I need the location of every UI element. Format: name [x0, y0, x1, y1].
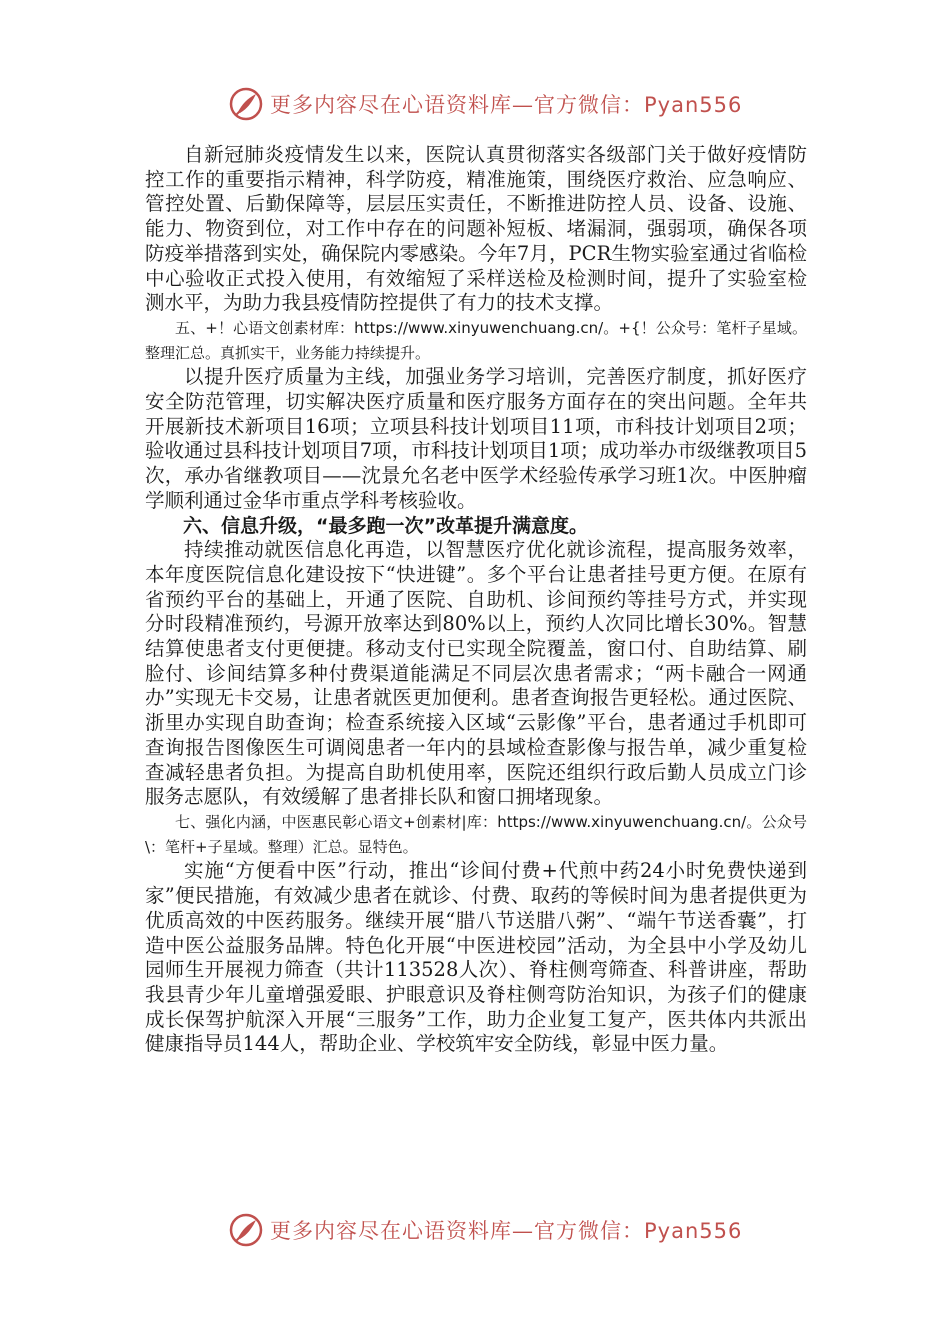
feather-logo-icon	[228, 86, 264, 122]
feather-logo-icon	[228, 1212, 264, 1248]
wechat-id: Pyan556	[644, 1219, 743, 1243]
banner-text: 更多内容尽在心语资料库—官方微信：Pyan556	[270, 1219, 743, 1243]
paragraph-epidemic: 自新冠肺炎疫情发生以来，医院认真贯彻落实各级部门关于做好疫情防控工作的重要指示精神，科学防疫，精准施策，围绕医疗救治、应急响应、管控处置、后勤保障等，层层压实责任，不断推进防控人员、设备、设施、能力、物资到位，对工作中存在的问题补短板、堵漏洞，强弱项，确保各项防疫举措落到实处，确保院内零感染。今年7月，PCR生物实验室通过省临检中心验收正式投入使用，有效缩短了采样送检及检测时间，提升了实验室检测水平，为助力我县疫情防控提供了有力的技术支撑。	[145, 143, 807, 315]
banner-text: 更多内容尽在心语资料库—官方微信：Pyan556	[270, 93, 743, 117]
paragraph-tcm-services: 实施“方便看中医”行动，推出“诊间付费+代煎中药24小时免费快递到家”便民措施，有效减少患者在就诊、付费、取药的等候时间为患者提供更为优质高效的中医药服务。继续开展“腊八节送腊八粥”、“端午节送香囊”，打造中医公益服务品牌。特色化开展“中医进校园”活动，为全县中小学及幼儿园师生开展视力筛查（共计113528人次）、脊柱侧弯筛查、科普讲座，帮助我县青少年儿童增强爱眼、护眼意识及脊柱侧弯防治知识，为孩子们的健康成长保驾护航深入开展“三服务”工作，助力企业复工复产，医共体内共派出健康指导员144人，帮助企业、学校筑牢安全防线，彰显中医力量。	[145, 859, 807, 1056]
paragraph-medical-quality: 以提升医疗质量为主线，加强业务学习培训，完善医疗制度，抓好医疗安全防范管理，切实解决医疗质量和医疗服务方面存在的突出问题。全年共开展新技术新项目16项；立项县科技计划项目11项，市科技计划项目2项；验收通过县科技计划项目7项，市科技计划项目1项；成功举办市级继教项目5次，承办省继教项目——沈景允名老中医学术经验传承学习班1次。中医肿瘤学顺利通过金华市重点学科考核验收。	[145, 365, 807, 512]
section-six-heading: 六、信息升级，“最多跑一次”改革提升满意度。	[183, 514, 588, 537]
document-body	[145, 143, 807, 1057]
section-seven-heading: 七、强化内涵，中医惠民彰心语文+创素材|库：https://www.xinyuwenchuang.cn/。公众号\：笔杆+子星域。整理）汇总。显特色。	[145, 812, 807, 856]
paragraph-informatization: 持续推动就医信息化再造，以智慧医疗优化就诊流程，提高服务效率，本年度医院信息化建设按下“快进键”。多个平台让患者挂号更方便。在原有省预约平台的基础上，开通了医院、自助机、诊间预约等挂号方式，并实现分时段精准预约，号源开放率达到80%以上，预约人次同比增长30%。智慧结算使患者支付更便捷。移动支付已实现全院覆盖，窗口付、自助结算、刷脸付、诊间结算多种付费渠道能满足不同层次患者需求；“两卡融合一网通办”实现无卡交易，让患者就医更加便利。患者查询报告更轻松。通过医院、浙里办实现自助查询；检查系统接入区域“云影像”平台，患者通过手机即可查询报告图像医生可调阅患者一年内的县域检查影像与报告单，减少重复检查减轻患者负担。为提高自助机使用率，医院还组织行政后勤人员成立门诊服务志愿队，有效缓解了患者排长队和窗口拥堵现象。	[145, 538, 807, 809]
header-banner	[228, 84, 742, 124]
section-five-heading: 五、+！心语文创素材库：https://www.xinyuwenchuang.cn/。+{！公众号：笔杆子星域。整理汇总。真抓实干，业务能力持续提升。	[145, 318, 807, 362]
footer-banner	[228, 1210, 742, 1250]
wechat-id: Pyan556	[644, 93, 743, 117]
